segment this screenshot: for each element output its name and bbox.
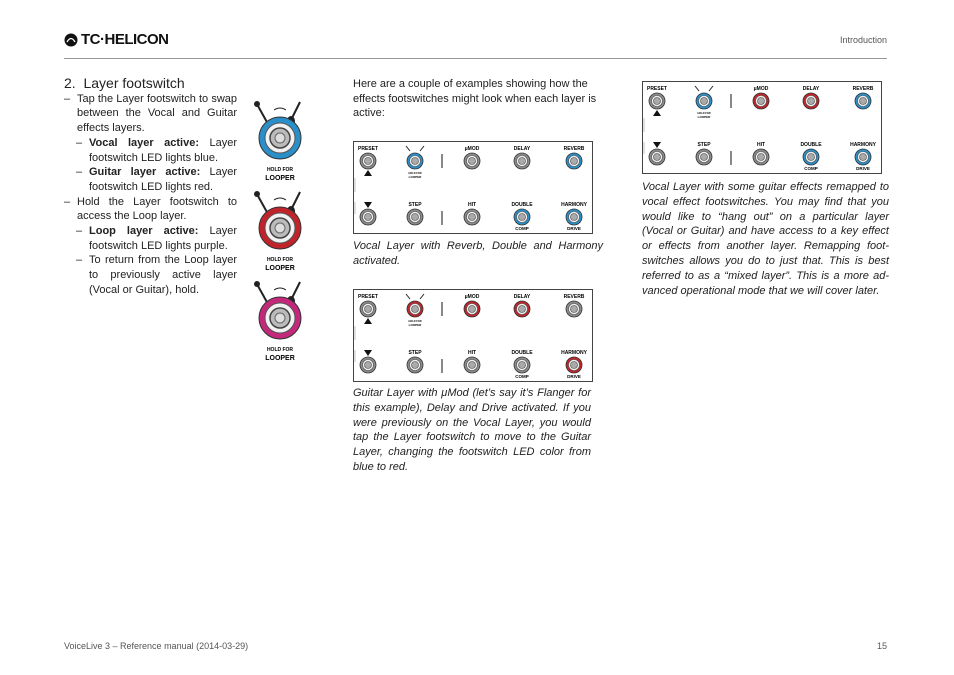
footswitch	[407, 301, 423, 317]
footswitch-sublabel: DRIVE	[567, 374, 581, 379]
section-heading: 2. Layer footswitch	[64, 75, 185, 91]
footswitch	[360, 153, 376, 169]
down-arrow-icon	[653, 142, 661, 148]
layer-footswitch-section	[64, 76, 237, 298]
hold-for-label: HOLD FOR	[408, 320, 422, 323]
guitar-icon	[420, 294, 424, 299]
looper-label: LOOPER	[697, 115, 711, 119]
mic-icon	[406, 294, 410, 299]
hold-for-label: HOLD FOR	[266, 167, 294, 173]
layer-footswitch-red-icon	[250, 188, 310, 279]
footswitch	[514, 357, 530, 373]
footswitch-label: HARMONY	[561, 202, 587, 208]
hold-for-label: HOLD FOR	[266, 257, 294, 263]
examples-column	[353, 77, 603, 121]
footswitch-label: STEP	[408, 202, 422, 208]
footswitch-label: DOUBLE	[511, 202, 533, 208]
up-arrow-icon	[364, 170, 372, 176]
footswitch	[360, 357, 376, 373]
looper-label: LOOPER	[408, 323, 422, 327]
footswitch	[464, 153, 480, 169]
footswitch	[566, 301, 582, 317]
footswitch-sublabel: DRIVE	[856, 166, 870, 171]
footswitch-label: HIT	[467, 350, 477, 356]
footswitch-label: HARMONY	[850, 142, 876, 148]
guitar-layer-panel	[353, 289, 593, 382]
footswitch-label: HARMONY	[561, 350, 587, 356]
looper-label: LOOPER	[408, 175, 422, 179]
footer-title: VoiceLive 3 – Reference manual (2014-03-29)	[64, 641, 249, 651]
footswitch-label: PRESET	[357, 146, 379, 152]
footswitch-label: PRESET	[646, 86, 668, 92]
list-item: – Vocal layer active: Layer footswitch LED lights blue.	[76, 136, 237, 164]
hold-for-label: HOLD FOR	[266, 347, 294, 353]
down-arrow-icon	[364, 202, 372, 208]
footswitch	[360, 301, 376, 317]
looper-label: LOOPER	[265, 175, 295, 182]
footswitch	[855, 149, 871, 165]
footswitch-label: DOUBLE	[511, 350, 533, 356]
footswitch	[464, 301, 480, 317]
intro-text: Here are a couple of examples showing how the effects footswitches might look when each layer is active:	[353, 78, 597, 120]
list-item: – Tap the Layer footswitch to swap between the Vocal and Guitar effects layers.	[64, 92, 237, 135]
footswitch-label: μMOD	[753, 86, 769, 92]
looper-label: LOOPER	[265, 355, 295, 362]
page-number: 15	[876, 641, 887, 651]
footswitch-label: STEP	[408, 350, 422, 356]
section-title: Introduction	[839, 35, 887, 45]
footswitch-label: STEP	[697, 142, 711, 148]
footswitch	[407, 209, 423, 225]
footswitch	[566, 357, 582, 373]
footswitch	[464, 357, 480, 373]
list-item: – Guitar layer active: Layer footswitch LED lights red.	[76, 166, 237, 193]
footswitch	[649, 93, 665, 109]
guitar-layer-caption: Guitar Layer with μMod (let’s say it’s Flanger for this example), Delay and Drive activated. If you were previously on the Vocal Layer, you would tap the Layer footswitch to move to the Guitar Layer, changing the footswitch LED color from blue to red.	[353, 387, 591, 473]
up-arrow-icon	[653, 110, 661, 116]
hold-for-label: HOLD FOR	[697, 112, 711, 115]
footswitch-label: HIT	[467, 202, 477, 208]
footswitch-label: μMOD	[464, 146, 480, 152]
brand-logo	[64, 31, 169, 48]
brand-name: TC·HELICON	[81, 31, 169, 48]
header-divider	[64, 58, 887, 59]
footswitch	[360, 209, 376, 225]
footswitch	[803, 93, 819, 109]
footswitch-label: DELAY	[802, 86, 820, 92]
list-item: – Loop layer active: Layer footswitch LED lights purple.	[76, 225, 237, 252]
vocal-layer-caption: Vocal Layer with Reverb, Double and Harmony activated.	[353, 240, 603, 267]
layer-footswitch-purple-icon	[250, 278, 310, 369]
hold-for-label: HOLD FOR	[408, 172, 422, 175]
guitar-icon	[292, 102, 300, 118]
footswitch	[803, 149, 819, 165]
footswitch-label: DOUBLE	[800, 142, 822, 148]
footswitch-label: HIT	[756, 142, 766, 148]
layer-footswitch-blue-icon	[250, 98, 310, 189]
footswitch-label: DELAY	[513, 294, 531, 300]
looper-label: LOOPER	[265, 265, 295, 272]
footswitch-sublabel: DRIVE	[567, 226, 581, 231]
footswitch-label: PRESET	[357, 294, 379, 300]
mic-icon	[406, 146, 410, 151]
footswitch	[514, 209, 530, 225]
footswitch	[855, 93, 871, 109]
footswitch	[753, 93, 769, 109]
vocal-layer-panel	[353, 141, 593, 234]
mic-icon	[695, 86, 699, 91]
footswitch	[407, 357, 423, 373]
guitar-icon	[292, 282, 300, 298]
guitar-icon	[709, 86, 713, 91]
footswitch	[514, 301, 530, 317]
footswitch	[649, 149, 665, 165]
footswitch-sublabel: COMP	[515, 226, 529, 231]
guitar-icon	[420, 146, 424, 151]
up-arrow-icon	[364, 318, 372, 324]
mixed-layer-panel	[642, 81, 882, 174]
footswitch-label: DELAY	[513, 146, 531, 152]
helicon-logo-icon	[64, 33, 78, 47]
mixed-layer-caption: Vocal Layer with some guitar effects remapped to vocal effect footswitches. You may find that you would like to “hang out” on a particular layer (Vocal or Guitar) and have access to a key effect or effects from another layer. Remapping foot-switches allows you do to just that. This is best referred to as a “mixed layer”. This is a more ad-vanced operational mode that we will cover later.	[642, 181, 889, 297]
footswitch-label: REVERB	[563, 146, 585, 152]
footswitch	[464, 209, 480, 225]
footswitch	[696, 93, 712, 109]
list-item: – To return from the Loop layer to previously active layer (Vocal or Guitar), hold.	[76, 254, 237, 296]
footswitch-sublabel: COMP	[804, 166, 818, 171]
footswitch	[566, 153, 582, 169]
down-arrow-icon	[364, 350, 372, 356]
footswitch	[407, 153, 423, 169]
guitar-icon	[292, 192, 300, 208]
list-item: – Hold the Layer footswitch to access the Loop layer.	[64, 195, 237, 223]
footswitch-label: REVERB	[852, 86, 874, 92]
footswitch-label: μMOD	[464, 294, 480, 300]
footswitch-label: REVERB	[563, 294, 585, 300]
footswitch	[753, 149, 769, 165]
footswitch-sublabel: COMP	[515, 374, 529, 379]
footswitch	[514, 153, 530, 169]
footswitch	[566, 209, 582, 225]
footswitch	[696, 149, 712, 165]
